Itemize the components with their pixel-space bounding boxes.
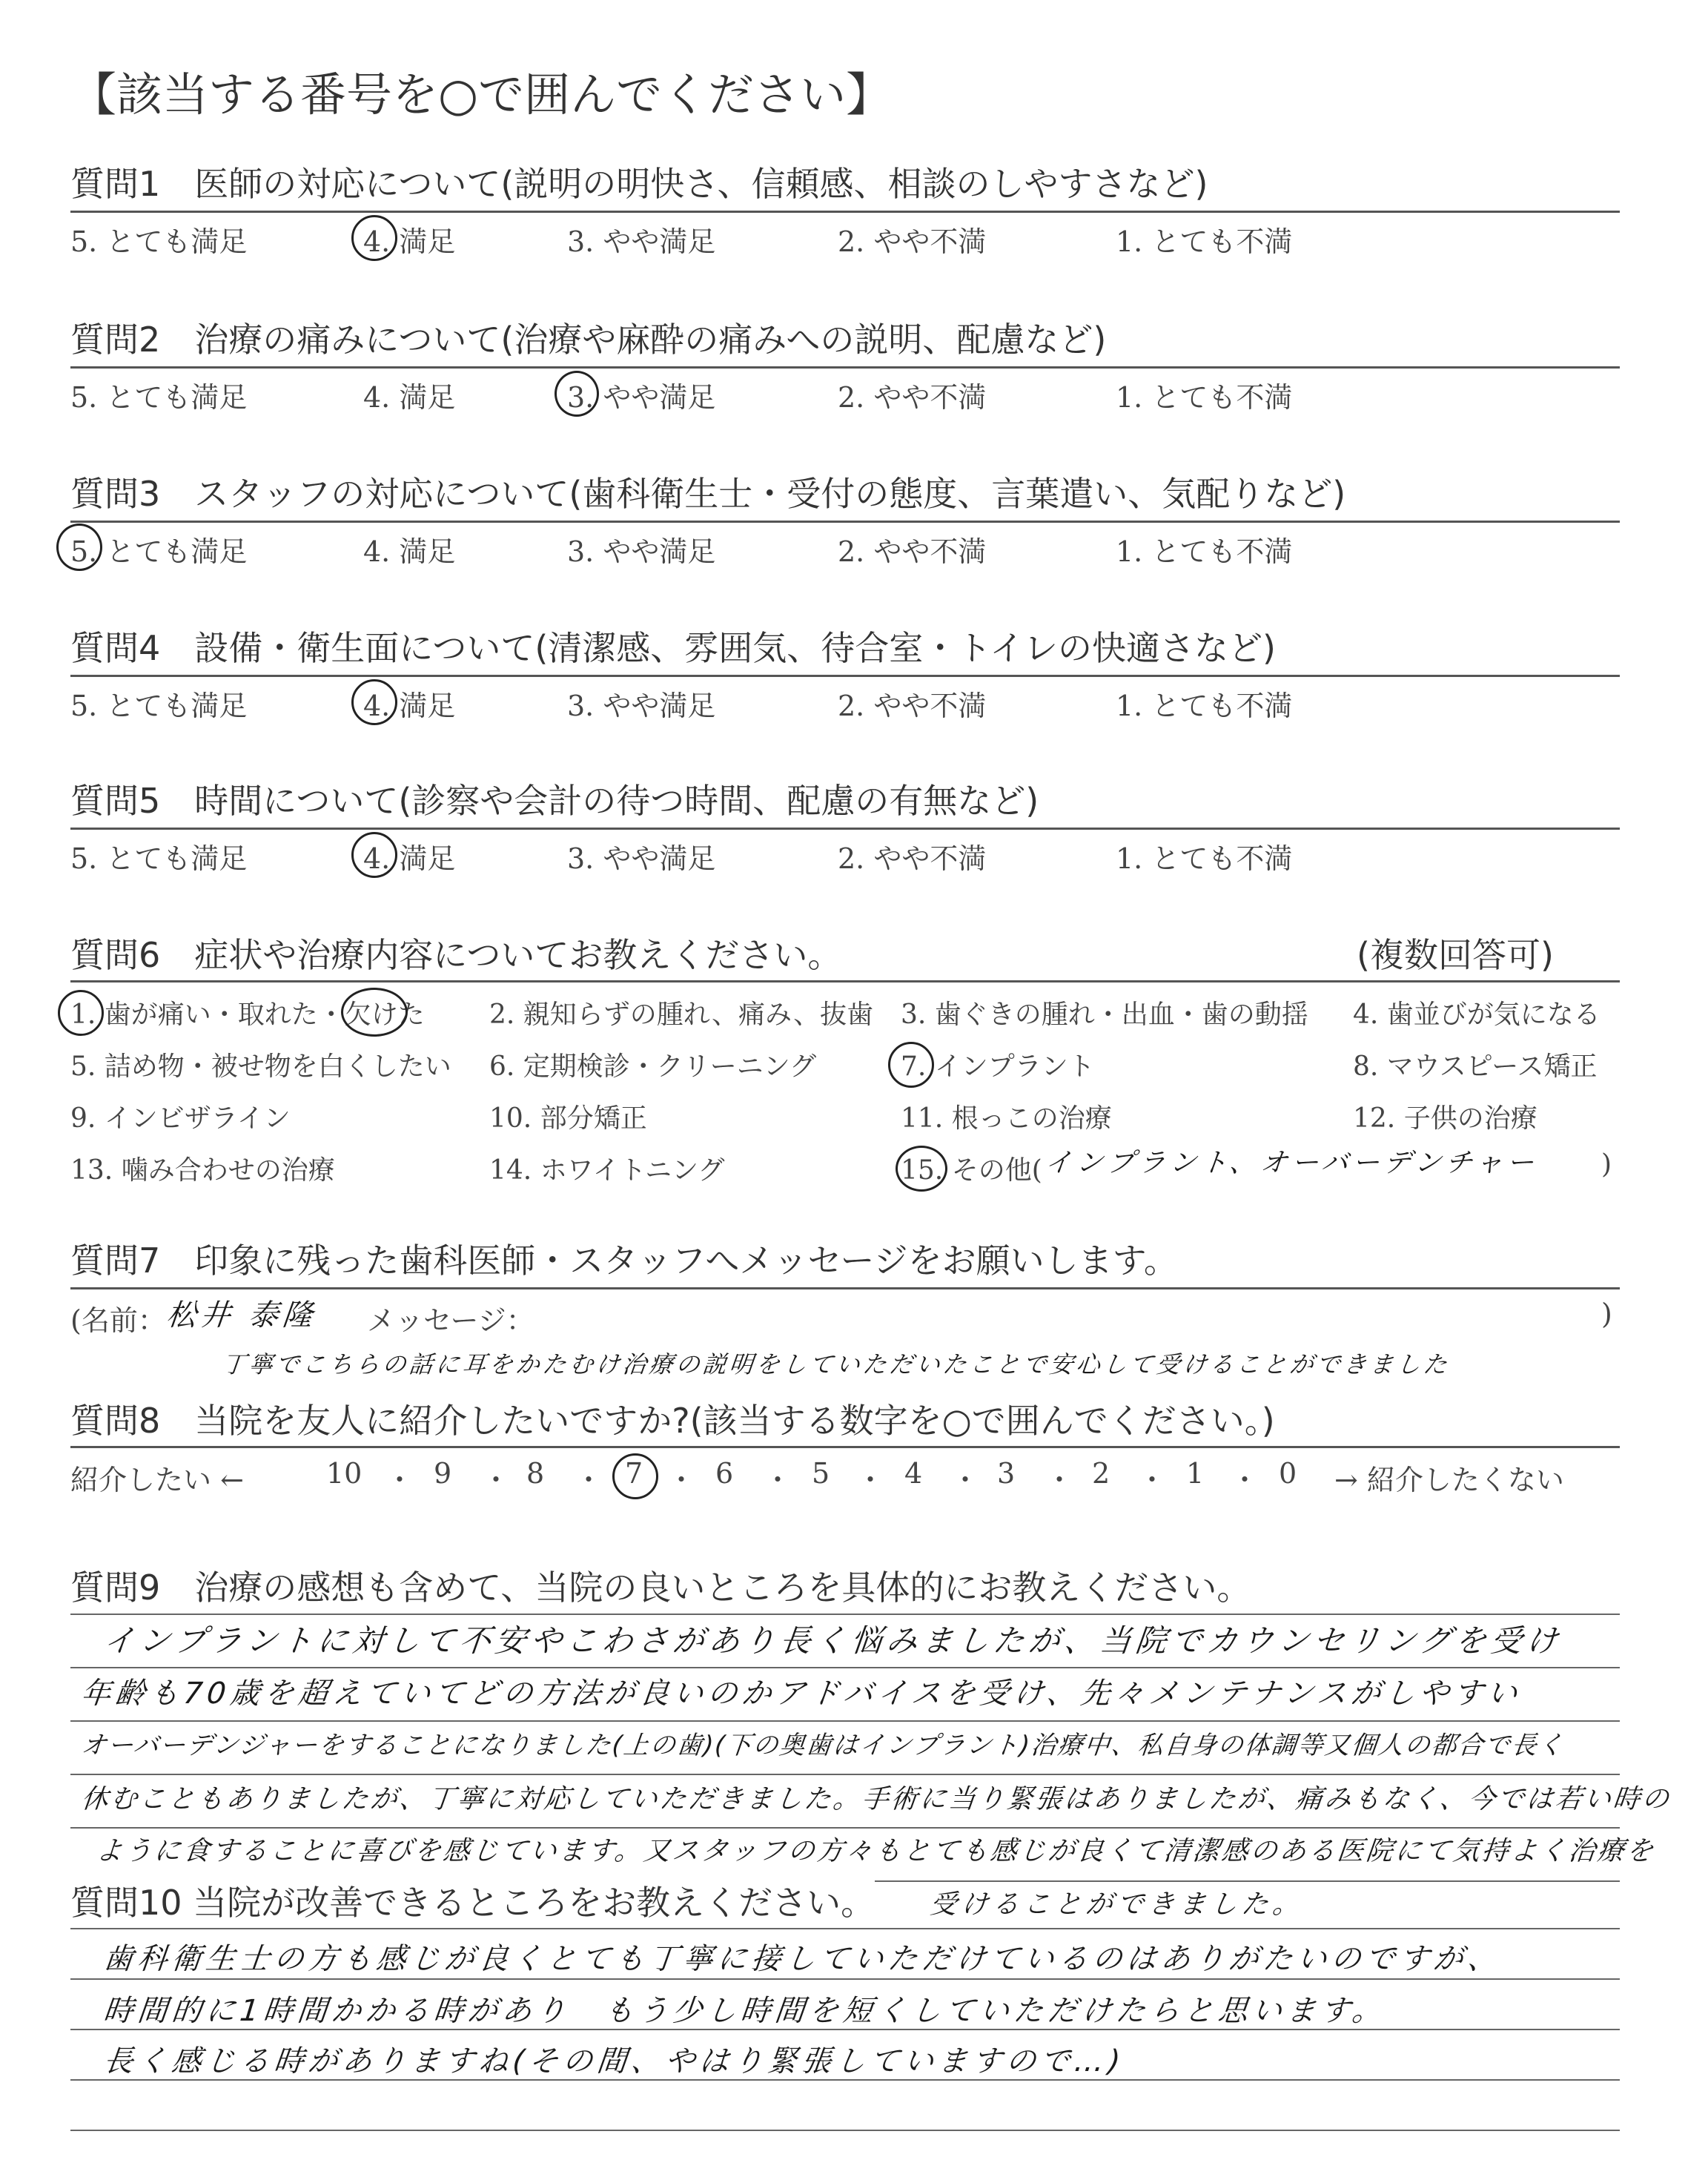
q2-rule [70,366,1620,369]
q7-rule [70,1287,1620,1289]
q6-item-9[interactable]: 9. インビザライン [70,1103,291,1134]
q8-right-label: → 紹介したくない [1334,1464,1564,1496]
q6-item-11[interactable]: 11. 根っこの治療 [901,1103,1112,1134]
q8-dot: ・ [856,1464,885,1496]
q8-number-3[interactable]: 3 [997,1457,1016,1490]
q1-rule [70,211,1620,213]
q3-opt3[interactable]: 3. やや満足 [567,535,716,568]
q3-opt2[interactable]: 2. やや不満 [838,535,987,568]
q5-opt4[interactable]: 4. 満足 [363,842,456,875]
q4-opt3[interactable]: 3. やや満足 [567,690,716,722]
q8-number-6[interactable]: 6 [715,1457,734,1490]
q1-opt3[interactable]: 3. やや満足 [567,225,716,258]
q10-line [70,2130,1620,2131]
q4-opt4[interactable]: 4. 満足 [363,690,456,722]
q6-rule [70,980,1620,982]
q8-dot: ・ [385,1464,414,1496]
q6-circle-item-1 [58,990,104,1036]
q1-opt2[interactable]: 2. やや不満 [838,225,987,258]
q6-other-handwriting[interactable]: インプラント、オーバーデンチャー [1043,1148,1540,1178]
q9-line [70,1774,1620,1775]
q7-name-handwriting[interactable]: 松井 泰隆 [165,1298,319,1332]
q8-dot: ・ [482,1464,511,1496]
q5-rule [70,828,1620,830]
q6-item-1[interactable]: 1. 歯が痛い・取れた・欠けた [70,1000,425,1030]
q8-dot: ・ [764,1464,792,1496]
q7-close-paren: ) [1601,1298,1612,1330]
q9-handwriting-line-3[interactable]: オーバーデンジャーをすることになりました(上の歯)(下の奥歯はインプラント)治療中、私自身の体調等又個人の都合で長く [79,1731,1566,1760]
q6-item-10[interactable]: 10. 部分矯正 [489,1103,647,1134]
page-title: 【該当する番号を○で囲んでください】 [70,67,893,122]
q6-note: (複数回答可) [1357,935,1554,975]
q6-heading: 質問6 症状や治療内容についてお教えください。 [70,935,842,975]
q9-heading: 質問9 治療の感想も含めて、当院の良いところを具体的にお教えください。 [70,1568,1251,1608]
q6-item-4[interactable]: 4. 歯並びが気になる [1353,1000,1601,1030]
q9-line [70,1827,1620,1829]
q8-selection-circle [612,1453,658,1499]
q7-message-label: メッセージ： [367,1304,534,1337]
q9-line [70,1720,1620,1722]
q9-handwriting-line-6[interactable]: 受けることができました。 [928,1889,1305,1920]
q8-number-7[interactable]: 7 [625,1457,643,1490]
q8-number-9[interactable]: 9 [434,1457,452,1490]
q2-opt1[interactable]: 1. とても不満 [1116,381,1293,414]
q9-handwriting-line-2[interactable]: 年齢も70歳を超えていてどの方法が良いのかアドバイスを受け、先々メンテナンスがしやすい [79,1677,1523,1711]
q3-opt1[interactable]: 1. とても不満 [1116,535,1293,568]
q5-heading: 質問5 時間について(診察や会計の待つ時間、配慮の有無など) [70,781,1039,821]
q4-opt1[interactable]: 1. とても不満 [1116,690,1293,722]
q10-handwriting-line-2[interactable]: 時間的に1時間かかる時があり もう少し時間を短くしていただけたらと思います。 [102,1994,1388,2028]
q6-item-8[interactable]: 8. マウスピース矯正 [1353,1051,1598,1082]
q8-dot: ・ [1138,1464,1167,1496]
q6-item-7[interactable]: 7. インプラント [901,1051,1095,1082]
q4-opt2[interactable]: 2. やや不満 [838,690,987,722]
q3-selection-circle [56,524,102,571]
q9-handwriting-line-1[interactable]: インプラントに対して不安やこわさがあり長く悩みましたが、当院でカウンセリングを受け [102,1622,1564,1659]
q8-dot: ・ [575,1464,603,1496]
q6-item-2[interactable]: 2. 親知らずの腫れ、痛み、抜歯 [489,1000,874,1030]
q2-opt5[interactable]: 5. とても満足 [70,381,248,414]
q9-line [70,1614,1620,1615]
q9-handwriting-line-4[interactable]: 休むこともありましたが、丁寧に対応していただきました。手術に当り緊張はありましたが、痛みもなく、今では若い時の [79,1784,1673,1814]
q1-heading: 質問1 医師の対応について(説明の明快さ、信頼感、相談のしやすさなど) [70,164,1208,204]
q10-line [70,1978,1620,1980]
q10-heading: 質問10 当院が改善できるところをお教えください。 [70,1876,875,1925]
q8-number-2[interactable]: 2 [1092,1457,1110,1490]
q6-item-12[interactable]: 12. 子供の治療 [1353,1103,1537,1134]
q5-opt1[interactable]: 1. とても不満 [1116,842,1293,875]
q6-circle-item-15 [896,1146,947,1192]
q10-handwriting-line-3[interactable]: 長く感じる時がありますね(その間、やはり緊張していますので…) [102,2044,1127,2078]
q3-heading: 質問3 スタッフの対応について(歯科衛生士・受付の態度、言葉遣い、気配りなど) [70,474,1346,514]
q6-circle-item-7 [888,1042,934,1088]
q8-number-8[interactable]: 8 [526,1457,545,1490]
q2-heading: 質問2 治療の痛みについて(治療や麻酔の痛みへの説明、配慮など) [70,320,1107,360]
q2-opt3[interactable]: 3. やや満足 [567,381,716,414]
q1-selection-circle [351,215,397,261]
q8-number-10[interactable]: 10 [326,1457,363,1490]
q6-item-15[interactable]: 15. その他( [901,1155,1042,1186]
q6-other-close: ) [1601,1149,1612,1180]
q3-rule [70,521,1620,523]
q4-heading: 質問4 設備・衛生面について(清潔感、雰囲気、待合室・トイレの快適さなど) [70,628,1276,668]
q6-item-6[interactable]: 6. 定期検診・クリーニング [489,1051,817,1082]
q8-dot: ・ [667,1464,696,1496]
q5-opt2[interactable]: 2. やや不満 [838,842,987,875]
q7-message-handwriting[interactable]: 丁寧でこちらの話に耳をかたむけ治療の説明をしていただいたことで安心して受けることができました [220,1350,1452,1378]
q1-opt5[interactable]: 5. とても満足 [70,225,248,258]
q6-item-13[interactable]: 13. 噛み合わせの治療 [70,1155,335,1186]
q8-dot: ・ [1045,1464,1074,1496]
q5-opt5[interactable]: 5. とても満足 [70,842,248,875]
q5-selection-circle [351,832,397,878]
q3-opt5[interactable]: 5. とても満足 [70,535,248,568]
q6-item-14[interactable]: 14. ホワイトニング [489,1155,725,1186]
q6-item-5[interactable]: 5. 詰め物・被せ物を白くしたい [70,1051,451,1082]
q8-number-0[interactable]: 0 [1279,1457,1297,1490]
q7-heading: 質問7 印象に残った歯科医師・スタッフへメッセージをお願いします。 [70,1241,1178,1281]
q8-rule [70,1446,1620,1448]
q4-rule [70,675,1620,677]
q2-selection-circle [555,371,599,417]
q7-name-label: (名前： [70,1304,166,1337]
q4-selection-circle [351,679,397,725]
q8-dot: ・ [951,1464,980,1496]
q1-opt1[interactable]: 1. とても不満 [1116,225,1293,258]
q6-circle-kaketa [341,988,408,1037]
q9-line [70,1667,1620,1668]
q4-opt5[interactable]: 5. とても満足 [70,690,248,722]
q9-handwriting-line-5[interactable]: ように食することに喜びを感じています。又スタッフの方々もとても感じが良くて清潔感のある医院にて気持よく治療を [94,1836,1657,1866]
q1-opt4[interactable]: 4. 満足 [363,225,456,258]
q5-opt3[interactable]: 3. やや満足 [567,842,716,875]
q8-dot: ・ [1231,1464,1260,1496]
q8-number-5[interactable]: 5 [812,1457,830,1490]
q8-heading: 質問8 当院を友人に紹介したいですか?(該当する数字を○で囲んでください。) [70,1401,1275,1441]
q2-opt4[interactable]: 4. 満足 [363,381,456,414]
q10-line [70,1928,1620,1929]
q8-left-label: 紹介したい ← [70,1464,244,1496]
q8-number-1[interactable]: 1 [1186,1457,1205,1490]
q10-handwriting-line-1[interactable]: 歯科衛生士の方も感じが良くとても丁寧に接していただけているのはありがたいのですが、 [102,1942,1504,1976]
q2-opt2[interactable]: 2. やや不満 [838,381,987,414]
q8-number-4[interactable]: 4 [904,1457,923,1490]
q6-item-3[interactable]: 3. 歯ぐきの腫れ・出血・歯の動揺 [901,1000,1308,1030]
q3-opt4[interactable]: 4. 満足 [363,535,456,568]
